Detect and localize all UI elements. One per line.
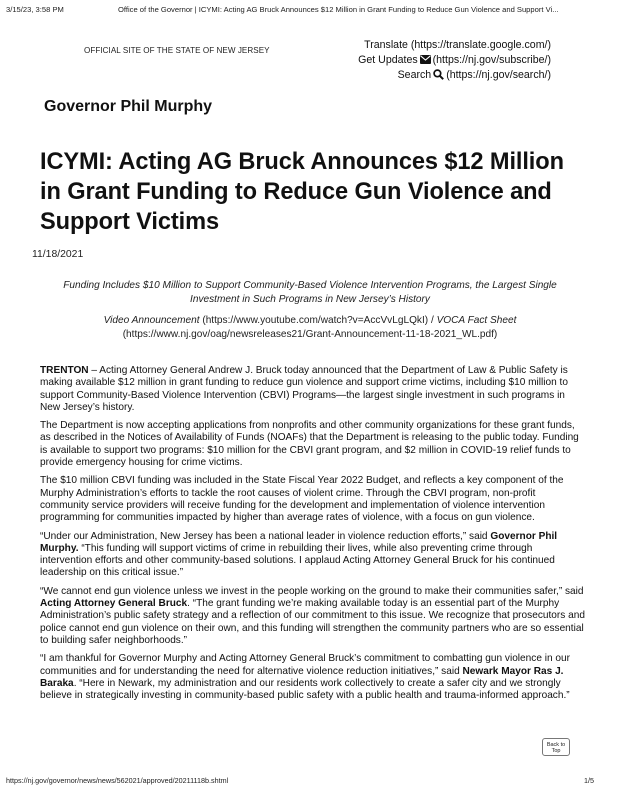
- print-url: https://nj.gov/governor/news/news/562021/approved/20211118b.shtml: [6, 776, 229, 785]
- search-link[interactable]: [358, 68, 551, 83]
- search-label: Search: [397, 69, 432, 81]
- get-updates-label: Get Updates: [358, 54, 418, 66]
- paragraph-6-text-a: “I am thankful for Governor Murphy and Acting Attorney General Bruck’s commitment to combatting gun violence in our communities and for understanding the need for alternative violence reduction initiatives,” said: [40, 653, 570, 677]
- paragraph-1-text: – Acting Attorney General Andrew J. Bruck today announced that the Department of Law & Public Safety is making available $12 million in grant funding to reduce gun violence and support crime victims, including $10 million to support Community-Based Violence Intervention (CBVI) Programs—the largest single investment in such programs in New Jersey’s history.: [40, 365, 568, 413]
- voca-fact-sheet-link[interactable]: VOCA Fact Sheet: [436, 315, 517, 326]
- paragraph-4: [40, 531, 586, 580]
- search-icon: [433, 69, 444, 80]
- get-updates-link[interactable]: [358, 53, 551, 68]
- print-footer: [0, 776, 618, 788]
- top-links: [358, 38, 551, 83]
- speaker-governor: Governor Phil Murphy.: [40, 530, 558, 554]
- dateline: TRENTON: [40, 365, 89, 376]
- video-url: (https://www.youtube.com/watch?v=AccVvLgLQkI) /: [199, 315, 437, 326]
- paragraph-6-text-c: . “Here in Newark, my administration and our residents work collectively to create a safer city and we strongly believe in strategically investing in community-based public safety with a public health and trauma-informed approach.”: [40, 677, 570, 702]
- envelope-icon: [420, 55, 431, 64]
- paragraph-5-text-a: “We cannot end gun violence unless we invest in the people working on the ground to make their communities safer,” said: [40, 585, 584, 597]
- paragraph-4-text-a: “Under our Administration, New Jersey has been a national leader in violence reduction efforts,” said: [40, 530, 491, 542]
- print-header: [0, 5, 618, 19]
- paragraph-1: [40, 365, 586, 414]
- print-timestamp: 3/15/23, 3:58 PM: [6, 5, 64, 14]
- speaker-newark-mayor: Newark Mayor Ras J. Baraka: [40, 665, 564, 689]
- paragraph-5: [40, 586, 586, 647]
- paragraph-5-text-c: . “The grant funding we’re making available today is an essential part of the Murphy Administration’s public safety strategy and a reflection of our commitment to this issue. We recognize that prosecutors and police cannot end gun violence on their own, and this funding will strengthen the community partners who are so essential to building safer neighborhoods.”: [40, 598, 585, 646]
- article-headline: ICYMI: Acting AG Bruck Announces $12 Million in Grant Funding to Reduce Gun Violence and Support Victims: [40, 149, 564, 235]
- governor-site-title[interactable]: Governor Phil Murphy: [44, 98, 213, 115]
- back-to-top-button[interactable]: Back to Top: [542, 738, 570, 756]
- article-subtitle: Funding Includes $10 Million to Support Community-Based Violence Intervention Programs, the Largest Single Investment in Such Programs in New Jersey’s History: [63, 280, 557, 305]
- speaker-attorney-general: Acting Attorney General Bruck: [40, 598, 188, 610]
- paragraph-4-text-c: “This funding will support victims of crime in rebuilding their lives, while also preventing crime through intervention efforts and other community-based solutions. I applaud Acting Attorney General Bruck for his continued leadership on this critical issue.”: [40, 542, 555, 579]
- print-page-title: Office of the Governor | ICYMI: Acting AG Bruck Announces $12 Million in Grant Funding to Reduce Gun Violence and Support Vi...: [118, 5, 559, 14]
- media-links: [40, 314, 580, 342]
- translate-link[interactable]: Translate (https://translate.google.com/): [364, 39, 551, 51]
- paragraph-2: The Department is now accepting applications from nonprofits and other community organizations for these grant funds, as described in the Notices of Availability of Funds (NOAFs) that the Department is releasing to the public today. Funding is available to support two programs: $10 million for the CBVI grant program, and $2 million in COVID-19 relief funds to provide emergency housing for crime victims.: [40, 420, 579, 469]
- print-page-number: 1/5: [584, 776, 594, 785]
- search-url: (https://nj.gov/search/): [446, 69, 551, 81]
- official-site-label: OFFICIAL SITE OF THE STATE OF NEW JERSEY: [84, 46, 270, 55]
- article-date: 11/18/2021: [32, 249, 84, 260]
- paragraph-3: The $10 million CBVI funding was included in the State Fiscal Year 2022 Budget, and reflects a key component of the Murphy Administration’s efforts to tackle the root causes of violent crime. Through the CBVI program, non-profit community service providers will receive funding for the development and implementation of violence intervention programming for communities impacted by higher than average rates of violence, with a focus on gun violence.: [40, 475, 564, 524]
- paragraph-6: [40, 653, 586, 702]
- fact-sheet-url: (https://www.nj.gov/oag/newsreleases21/Grant-Announcement-11-18-2021_WL.pdf): [122, 329, 498, 340]
- get-updates-url: (https://nj.gov/subscribe/): [432, 54, 551, 66]
- video-announcement-link[interactable]: Video Announcement: [103, 315, 200, 326]
- article-body: [40, 365, 586, 708]
